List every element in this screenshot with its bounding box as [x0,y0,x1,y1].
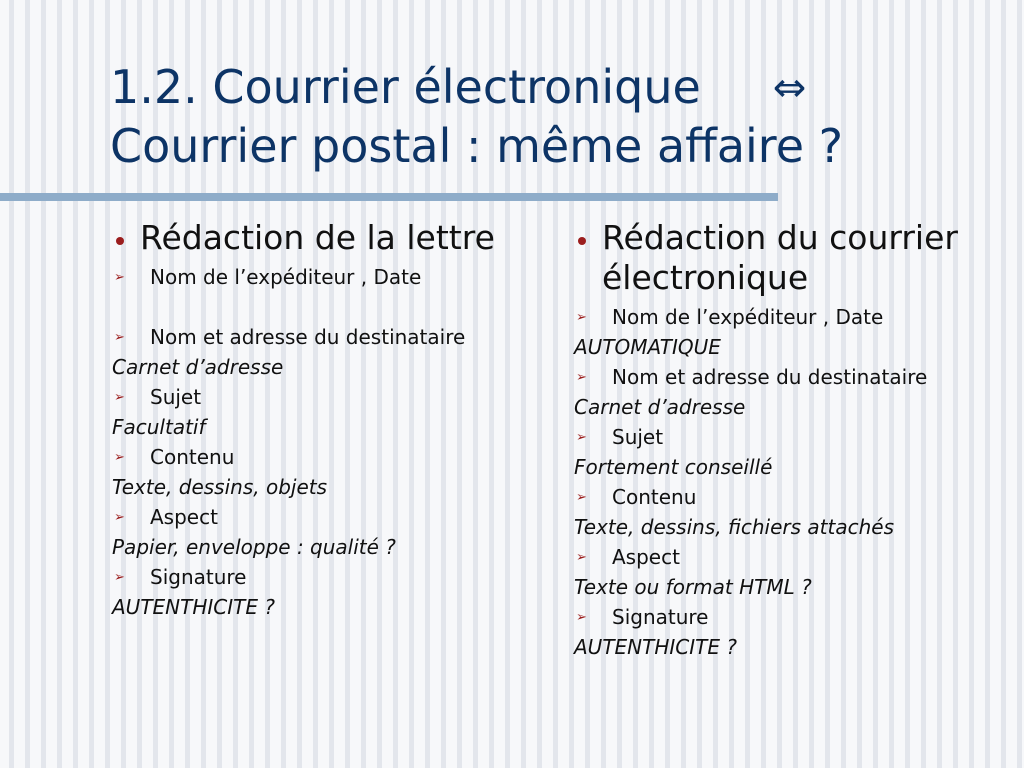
slide-title [110,58,990,175]
list-item [112,322,552,352]
item-label: Nom et adresse du destinataire [612,365,928,389]
item-label: Signature [150,565,247,589]
chevron-right-icon: ➢ [576,549,587,565]
blank-line [112,292,552,322]
item-label: Nom et adresse du destinataire [150,325,466,349]
list-item [574,302,1014,332]
chevron-right-icon: ➢ [576,309,587,325]
item-note: AUTOMATIQUE [574,335,721,359]
chevron-right-icon: ➢ [114,389,125,405]
item-note: Texte, dessins, fichiers attachés [574,515,894,539]
item-note: Texte ou format HTML ? [574,575,812,599]
list-item [112,502,552,532]
item-label: Sujet [612,425,664,449]
item-label: Contenu [150,445,235,469]
round-bullet-icon [578,237,586,245]
chevron-right-icon: ➢ [114,449,125,465]
item-note: AUTENTHICITE ? [112,595,275,619]
list-item [112,262,552,292]
chevron-right-icon: ➢ [114,569,125,585]
list-item [574,422,1014,452]
chevron-right-icon: ➢ [114,329,125,345]
list-item [574,482,1014,512]
list-item [112,562,552,592]
list-item [574,362,1014,392]
item-note: Carnet d’adresse [574,395,746,419]
chevron-right-icon: ➢ [114,269,125,285]
item-label: Sujet [150,385,202,409]
list-item [574,542,1014,572]
chevron-right-icon: ➢ [576,429,587,445]
chevron-right-icon: ➢ [114,509,125,525]
list-item [112,382,552,412]
left-right-double-arrow-icon: ⇔ [772,65,807,111]
title-underline [0,193,778,201]
item-label: Contenu [612,485,697,509]
item-label: Aspect [612,545,680,569]
chevron-right-icon: ➢ [576,609,587,625]
item-note: Fortement conseillé [574,455,773,479]
chevron-right-icon: ➢ [576,369,587,385]
item-label: Nom de l’expéditeur , Date [612,305,884,329]
list-item [574,602,1014,632]
left-heading [112,218,552,258]
item-note: Carnet d’adresse [112,355,284,379]
chevron-right-icon: ➢ [576,489,587,505]
title-line-2: Courrier postal : même affaire ? [110,119,844,173]
list-item [112,442,552,472]
right-column [574,218,1014,662]
item-note: Papier, enveloppe : qualité ? [112,535,396,559]
title-line-1 [110,58,990,117]
left-column [112,218,552,622]
title-text-1: 1.2. Courrier électronique [110,60,701,114]
item-note: Texte, dessins, objets [112,475,328,499]
item-note: Facultatif [112,415,206,439]
right-heading-text: Rédaction du courrier électronique [602,218,958,297]
item-label: Aspect [150,505,218,529]
item-label: Signature [612,605,709,629]
left-heading-text: Rédaction de la lettre [140,218,495,257]
item-label: Nom de l’expéditeur , Date [150,265,422,289]
round-bullet-icon [116,237,124,245]
right-heading [574,218,1014,298]
item-note: AUTENTHICITE ? [574,635,737,659]
